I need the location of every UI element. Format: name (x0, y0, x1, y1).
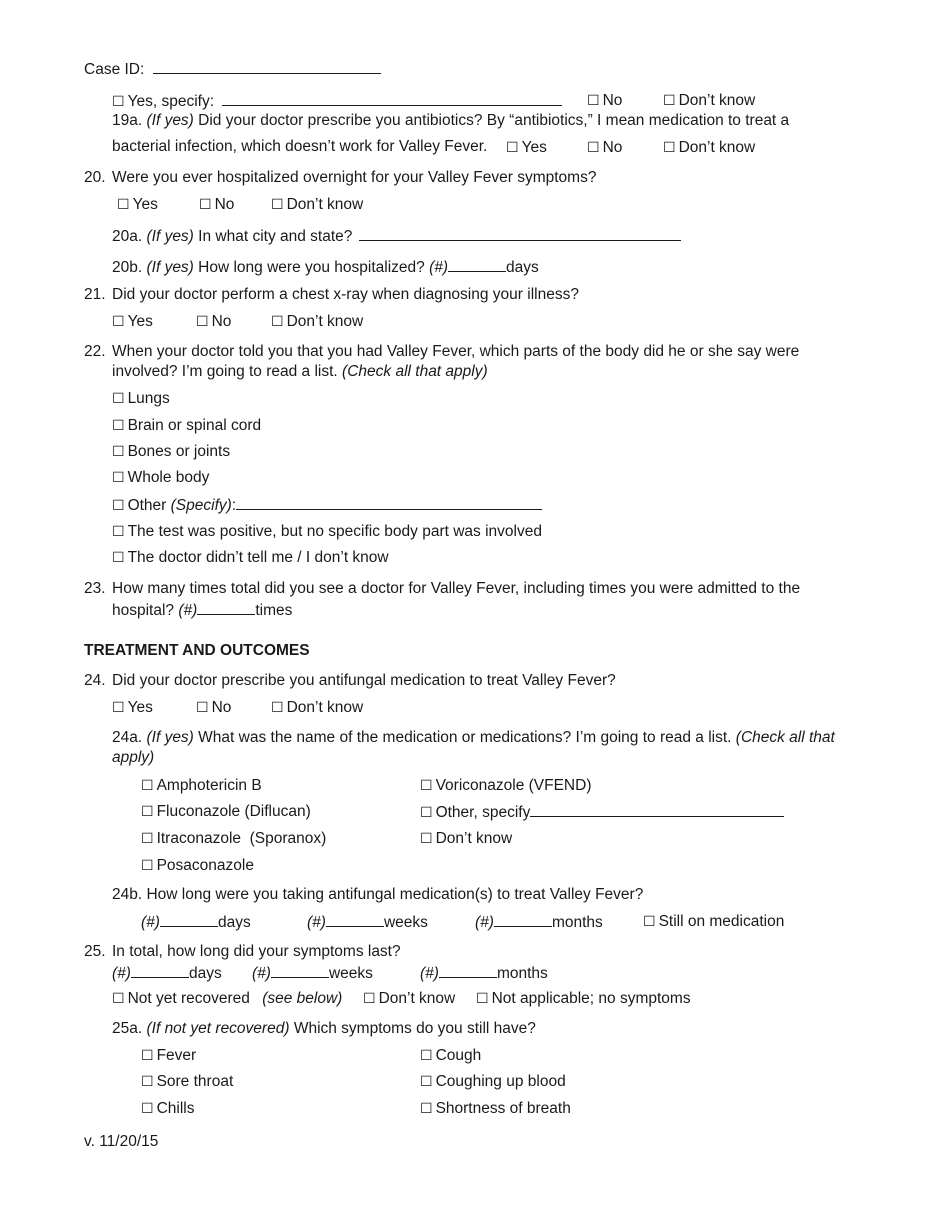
checkbox-icon[interactable]: ☐ (587, 139, 600, 155)
checkbox-icon[interactable]: ☐ (420, 777, 433, 793)
option-label: Bones or joints (127, 443, 231, 460)
checkbox-icon[interactable]: ☐ (196, 313, 209, 329)
q25-question (84, 942, 401, 962)
q22-option-bones[interactable] (112, 441, 230, 462)
q19-dont-know-option[interactable] (663, 90, 755, 111)
q21-dont-know-option[interactable] (271, 311, 363, 332)
q24a-med-itraconazole[interactable] (141, 828, 326, 849)
checkbox-icon[interactable]: ☐ (643, 913, 656, 929)
question-number: 23. (84, 580, 106, 597)
question-qualifier: (If yes) (146, 259, 194, 276)
q20b-days-field[interactable] (448, 256, 506, 272)
q24b-days (141, 911, 251, 933)
question-text: Were you ever hospitalized overnight for your Valley Fever symptoms? (112, 169, 597, 186)
unit-label: months (551, 914, 603, 931)
q23-question-line2 (112, 599, 292, 621)
q25a-symptom-cough[interactable] (420, 1045, 481, 1066)
q24-yes-option[interactable] (112, 697, 153, 718)
checkbox-icon[interactable]: ☐ (420, 1047, 433, 1063)
checkbox-icon[interactable]: ☐ (112, 699, 125, 715)
option-label: Whole body (127, 469, 210, 486)
q22-question-line2 (112, 362, 488, 382)
question-instruction: (Check all that apply) (342, 363, 488, 380)
question-label: 20b. (112, 259, 143, 276)
question-text: Did your doctor prescribe you antibiotics? By “antibiotics,” I mean medication to treat a (198, 112, 790, 129)
checkbox-icon[interactable]: ☐ (141, 803, 154, 819)
checkbox-icon[interactable]: ☐ (141, 830, 154, 846)
q24b-still-on-option[interactable] (643, 911, 784, 932)
number-hint: (#) (307, 914, 326, 931)
checkbox-icon[interactable]: ☐ (141, 1100, 154, 1116)
q19a-question (112, 111, 789, 131)
checkbox-icon[interactable]: ☐ (141, 857, 154, 873)
checkbox-icon[interactable]: ☐ (196, 699, 209, 715)
checkbox-icon[interactable]: ☐ (420, 1073, 433, 1089)
option-label: Lungs (127, 390, 170, 407)
q20b-question (112, 256, 539, 278)
q24b-weeks (307, 911, 428, 933)
option-label: Not applicable; no symptoms (491, 990, 691, 1007)
q24b-question (112, 885, 643, 905)
q24a-med-other[interactable] (420, 801, 784, 823)
option-label: Brain or spinal cord (127, 417, 262, 434)
question-text: In what city and state? (198, 228, 353, 245)
checkbox-icon[interactable]: ☐ (271, 196, 284, 212)
q22-question (84, 342, 799, 362)
question-label: 24b. (112, 886, 143, 903)
version-footer (84, 1132, 158, 1152)
question-text: hospital? (112, 602, 175, 619)
q22-option-other[interactable]: ☐ Other (Specify): (112, 494, 542, 516)
q24a-med-voriconazole[interactable] (420, 775, 591, 796)
option-label: Sore throat (156, 1073, 234, 1090)
q25-days-field[interactable] (131, 962, 189, 978)
q25a-symptom-fever[interactable] (141, 1045, 196, 1066)
number-hint: (#) (475, 914, 494, 931)
option-label: Yes (521, 139, 547, 156)
question-instruction: (Check all that (735, 729, 835, 746)
question-text: Which symptoms do you still have? (293, 1020, 536, 1037)
q19a-no-option[interactable] (587, 137, 622, 158)
q24a-question (112, 728, 835, 748)
specify-hint: (Specify) (170, 497, 232, 514)
case-id-field[interactable] (153, 58, 381, 74)
question-text: When your doctor told you that you had Valley Fever, which parts of the body did he or she say were (112, 343, 800, 360)
option-label: Chills (156, 1100, 195, 1117)
checkbox-icon[interactable]: ☐ (199, 196, 212, 212)
unit-label: days (217, 914, 251, 931)
option-label: Don’t know (435, 830, 513, 847)
checkbox-icon[interactable]: ☐ (420, 804, 433, 820)
option-label: Fever (156, 1047, 197, 1064)
question-number: 24. (84, 672, 106, 689)
option-label: Don’t know (286, 699, 364, 716)
checkbox-icon[interactable]: ☐ (141, 1047, 154, 1063)
q25-months (420, 962, 548, 984)
question-text: What was the name of the medication or medications? I’m going to read a list. (198, 729, 732, 746)
unit-label: times (255, 602, 293, 619)
option-label: No (602, 139, 623, 156)
checkbox-icon[interactable]: ☐ (112, 417, 125, 433)
q22-option-lungs[interactable] (112, 388, 170, 409)
section-title (84, 641, 310, 661)
q19a-yes-option[interactable] (506, 137, 547, 158)
checkbox-icon[interactable]: ☐ (112, 469, 125, 485)
case-id-label: Case ID: (84, 61, 145, 78)
option-label: Don’t know (678, 92, 756, 109)
question-number: 20. (84, 169, 106, 186)
q20-no-option[interactable] (199, 194, 234, 215)
q25a-symptom-shortness[interactable] (420, 1098, 571, 1119)
checkbox-icon[interactable]: ☐ (112, 990, 125, 1006)
option-label: Voriconazole (VFEND) (435, 777, 592, 794)
checkbox-icon[interactable]: ☐ (420, 1100, 433, 1116)
question-qualifier: (If yes) (146, 729, 194, 746)
q23-times-field[interactable] (197, 599, 255, 615)
q25-dont-know-option[interactable] (363, 988, 455, 1009)
option-label: Cough (435, 1047, 482, 1064)
unit-label: days (188, 965, 222, 982)
number-hint: (#) (112, 965, 131, 982)
number-hint: (#) (420, 965, 439, 982)
unit-label: weeks (383, 914, 428, 931)
q25-not-recovered-option[interactable] (112, 988, 342, 1009)
q25a-symptom-sore-throat[interactable] (141, 1071, 233, 1092)
question-qualifier: (If yes) (146, 228, 194, 245)
q24-no-option[interactable] (196, 697, 231, 718)
q22-option-positive[interactable] (112, 521, 542, 542)
option-label: No (211, 313, 232, 330)
option-label: Amphotericin B (156, 777, 262, 794)
option-label: Other, specify (435, 804, 531, 821)
q22-option-didnt-tell[interactable] (112, 547, 389, 568)
q25a-symptom-coughing-blood[interactable] (420, 1071, 566, 1092)
number-hint: (#) (429, 259, 449, 276)
q25a-symptom-chills[interactable] (141, 1098, 194, 1119)
version-text: v. 11/20/15 (84, 1133, 159, 1150)
q24a-med-amphotericin[interactable] (141, 775, 262, 796)
option-label: Other (127, 497, 167, 514)
q21-yes-option[interactable] (112, 311, 153, 332)
option-label: Not yet recovered (127, 990, 250, 1007)
option-label: Yes, specify: (127, 93, 215, 110)
checkbox-icon[interactable]: ☐ (112, 523, 125, 539)
number-hint: (#) (178, 602, 198, 619)
q19a-question-line2 (112, 137, 487, 157)
q25a-question (112, 1019, 536, 1039)
checkbox-icon[interactable]: ☐ (141, 1073, 154, 1089)
q21-no-option[interactable] (196, 311, 231, 332)
q22-other-field[interactable] (236, 494, 542, 510)
q22-option-whole-body[interactable] (112, 467, 209, 488)
question-number: 25. (84, 943, 106, 960)
checkbox-icon[interactable]: ☐ (271, 313, 284, 329)
q23-question (84, 579, 800, 599)
checkbox-icon[interactable]: ☐ (112, 549, 125, 565)
checkbox-icon[interactable]: ☐ (117, 196, 130, 212)
question-label: 20a. (112, 228, 143, 245)
option-label: Yes (127, 699, 153, 716)
checkbox-icon[interactable]: ☐ (112, 497, 125, 513)
checkbox-icon[interactable]: ☐ (112, 390, 125, 406)
q24b-weeks-field[interactable] (326, 911, 384, 927)
number-hint: (#) (252, 965, 271, 982)
q24a-med-fluconazole[interactable] (141, 801, 311, 822)
option-label: No (211, 699, 232, 716)
q21-question (84, 285, 579, 305)
q24a-med-dont-know[interactable] (420, 828, 512, 849)
option-label: Don’t know (678, 139, 756, 156)
option-label: Still on medication (658, 913, 785, 930)
option-label: Don’t know (286, 313, 364, 330)
q24-dont-know-option[interactable] (271, 697, 363, 718)
question-text: In total, how long did your symptoms last? (112, 943, 401, 960)
option-label: Yes (127, 313, 153, 330)
q24-question (84, 671, 616, 691)
question-text: How long were you hospitalized? (198, 259, 425, 276)
question-label: 24a. (112, 729, 143, 746)
checkbox-icon[interactable]: ☐ (663, 139, 676, 155)
q19-specify-field[interactable] (222, 90, 562, 106)
section-title-text: TREATMENT AND OUTCOMES (84, 642, 310, 659)
q25-days (112, 962, 222, 984)
option-label: Fluconazole (Diflucan) (156, 803, 311, 820)
checkbox-icon[interactable]: ☐ (112, 93, 125, 109)
option-label: Don’t know (378, 990, 456, 1007)
option-label: Itraconazole (Sporanox) (156, 830, 327, 847)
question-qualifier: (If yes) (146, 112, 194, 129)
question-label: 19a. (112, 112, 143, 129)
unit-label: days (506, 259, 539, 276)
q19-no-option[interactable] (587, 90, 622, 111)
option-label: No (214, 196, 235, 213)
option-label: The test was positive, but no specific body part was involved (127, 523, 542, 540)
checkbox-icon[interactable]: ☐ (420, 830, 433, 846)
q20a-city-state-field[interactable] (359, 225, 681, 241)
q24a-question-line2 (112, 748, 154, 768)
option-label: Shortness of breath (435, 1100, 571, 1117)
option-label: Coughing up blood (435, 1073, 566, 1090)
question-text: Did your doctor prescribe you antifungal medication to treat Valley Fever? (112, 672, 616, 689)
question-instruction: apply) (112, 749, 155, 766)
q20-question (84, 168, 596, 188)
q25-weeks-field[interactable] (271, 962, 329, 978)
q19a-dont-know-option[interactable] (663, 137, 755, 158)
checkbox-icon[interactable]: ☐ (141, 777, 154, 793)
q24a-med-posaconazole[interactable] (141, 855, 254, 876)
question-text: Did your doctor perform a chest x-ray when diagnosing your illness? (112, 286, 579, 303)
q24b-months-field[interactable] (494, 911, 552, 927)
question-number: 22. (84, 343, 106, 360)
q20-yes-option[interactable] (117, 194, 158, 215)
q20-dont-know-option[interactable] (271, 194, 363, 215)
question-qualifier: (If not yet recovered) (146, 1020, 290, 1037)
checkbox-icon[interactable]: ☐ (271, 699, 284, 715)
checkbox-icon[interactable]: ☐ (476, 990, 489, 1006)
checkbox-icon[interactable]: ☐ (663, 92, 676, 108)
option-label: No (602, 92, 623, 109)
question-text: How long were you taking antifungal medication(s) to treat Valley Fever? (146, 886, 644, 903)
checkbox-icon[interactable]: ☐ (587, 92, 600, 108)
unit-label: weeks (328, 965, 373, 982)
q25-not-applicable-option[interactable] (476, 988, 691, 1009)
option-label: The doctor didn’t tell me / I don’t know (127, 549, 389, 566)
case-id-row (84, 58, 381, 80)
see-below-note: (see below) (262, 990, 343, 1007)
q25-months-field[interactable] (439, 962, 497, 978)
question-text: How many times total did you see a doctor for Valley Fever, including times you were admitted to the (112, 580, 801, 597)
question-label: 25a. (112, 1020, 143, 1037)
question-text: bacterial infection, which doesn’t work for Valley Fever. (112, 138, 488, 155)
question-number: 21. (84, 286, 106, 303)
checkbox-icon[interactable]: ☐ (506, 139, 519, 155)
checkbox-icon[interactable]: ☐ (363, 990, 376, 1006)
q19-yes-specify-option[interactable] (112, 90, 562, 112)
q24a-other-field[interactable] (530, 801, 784, 817)
q25-weeks (252, 962, 373, 984)
checkbox-icon[interactable]: ☐ (112, 313, 125, 329)
checkbox-icon[interactable]: ☐ (112, 443, 125, 459)
q22-option-brain[interactable] (112, 415, 261, 436)
q24b-days-field[interactable] (160, 911, 218, 927)
option-label: Posaconazole (156, 857, 254, 874)
question-text: involved? I’m going to read a list. (112, 363, 338, 380)
option-label: Yes (132, 196, 158, 213)
q20a-question (112, 225, 681, 247)
q24b-months (475, 911, 603, 933)
option-label: Don’t know (286, 196, 364, 213)
unit-label: months (496, 965, 548, 982)
number-hint: (#) (141, 914, 160, 931)
